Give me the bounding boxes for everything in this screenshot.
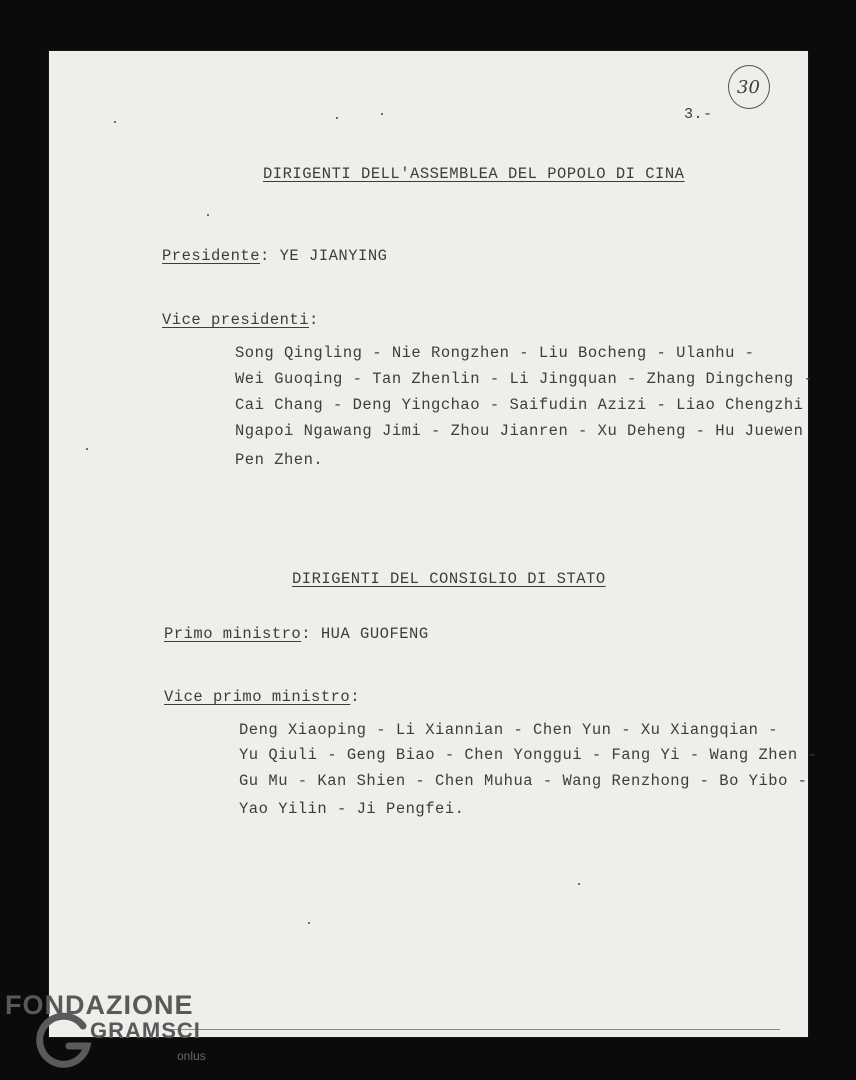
- prime-minister-name: : HUA GUOFENG: [301, 625, 429, 643]
- handwritten-page-annotation: 30: [728, 65, 770, 109]
- vice-presidents-names-line: Ngapoi Ngawang Jimi - Zhou Jianren - Xu Deheng - Hu Juewen: [235, 422, 804, 440]
- president-name: : YE JIANYING: [260, 247, 388, 265]
- vice-prime-minister-label: Vice primo ministro: [164, 688, 351, 706]
- vice-presidents-line: Vice presidenti:: [162, 311, 319, 329]
- vice-prime-minister-names-line: Yu Qiuli - Geng Biao - Chen Yonggui - Fang Yi - Wang Zhen -: [239, 746, 818, 764]
- fondazione-gramsci-watermark: [5, 990, 206, 1063]
- president-line: [162, 249, 387, 265]
- section2-title: DIRIGENTI DEL CONSIGLIO DI STATO: [292, 570, 606, 588]
- vice-prime-minister-names-line: Gu Mu - Kan Shien - Chen Muhua - Wang Renzhong - Bo Yibo -: [239, 772, 808, 790]
- vice-prime-minister-names-line: Deng Xiaoping - Li Xiannian - Chen Yun - Xu Xiangqian -: [239, 721, 779, 739]
- page-number: 3.-: [684, 106, 713, 123]
- section1-title: DIRIGENTI DELL'ASSEMBLEA DEL POPOLO DI CINA: [263, 165, 685, 183]
- prime-minister-label: Primo ministro: [164, 625, 302, 643]
- president-label: Presidente: [162, 247, 261, 265]
- document-page: [49, 51, 818, 1037]
- vice-presidents-names-line: Pen Zhen.: [235, 451, 324, 469]
- vice-presidents-names-line: Wei Guoqing - Tan Zhenlin - Li Jingquan - Zhang Dingcheng -: [235, 370, 814, 388]
- vice-prime-minister-line: Vice primo ministro:: [164, 688, 361, 706]
- page-bottom-edge: [170, 1029, 780, 1030]
- gramsci-g-logo-icon: [35, 1012, 95, 1072]
- vice-presidents-names-line: Cai Chang - Deng Yingchao - Saifudin Azizi - Liao Chengzhi: [235, 396, 804, 414]
- vice-prime-minister-names-line: Yao Yilin - Ji Pengfei.: [239, 800, 465, 818]
- watermark-line2: GRAMSCI: [90, 1018, 201, 1043]
- vice-presidents-names-line: Song Qingling - Nie Rongzhen - Liu Bocheng - Ulanhu -: [235, 344, 755, 362]
- prime-minister-line: [164, 627, 429, 643]
- watermark-line3: onlus: [177, 1049, 206, 1063]
- vice-presidents-label: Vice presidenti: [162, 311, 310, 329]
- watermark-line1: FONDAZIONE: [5, 990, 194, 1020]
